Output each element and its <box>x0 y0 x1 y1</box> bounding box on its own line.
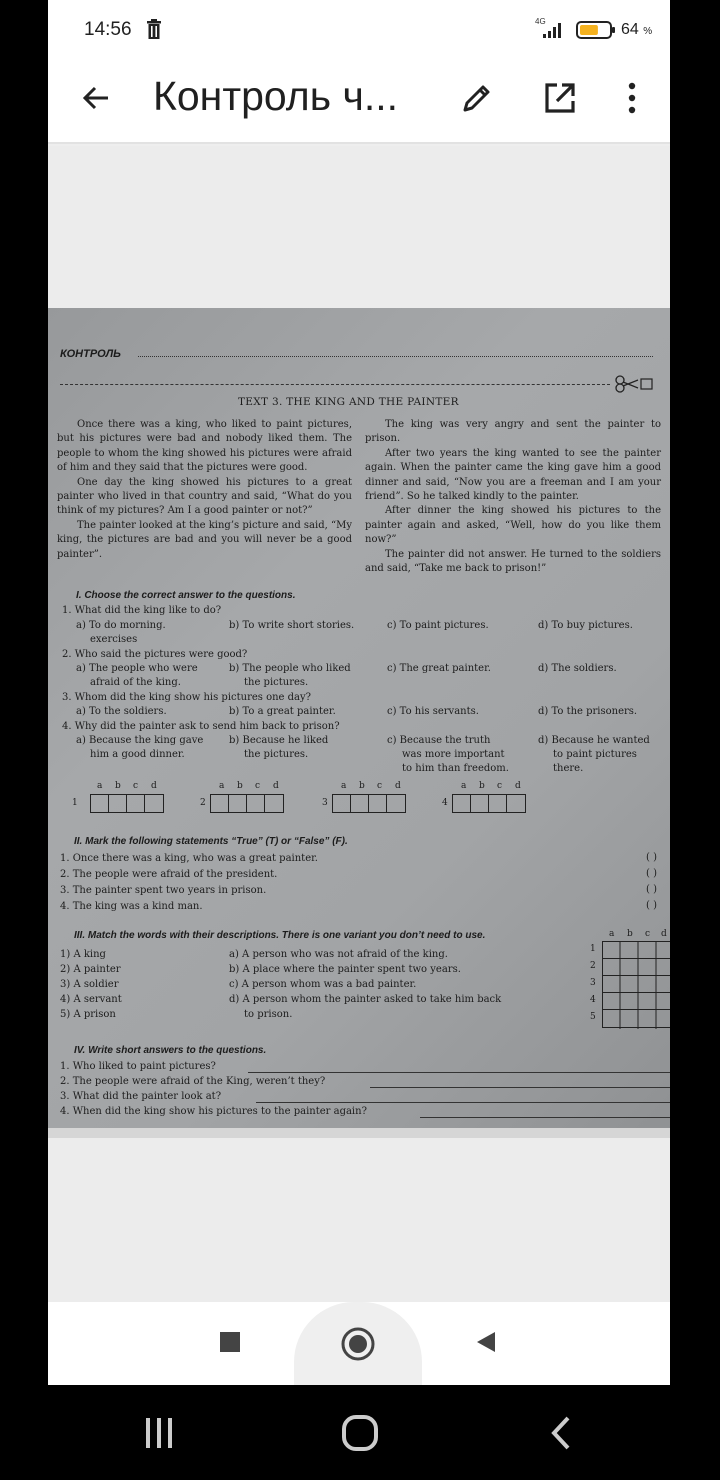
option: the pictures. <box>244 749 309 760</box>
tf-bracket: ( ) <box>646 868 657 879</box>
more-vert-icon <box>626 81 638 115</box>
recents-button[interactable] <box>139 1413 179 1453</box>
battery-icon <box>576 21 616 39</box>
section1-heading: I. Choose the correct answer to the questions. <box>76 590 296 601</box>
match-word: 5) A prison <box>60 1009 116 1020</box>
option: d) To buy pictures. <box>538 620 633 631</box>
paragraph: One day the king showed his pictures to a great painter who lived in that country and said, “What do you think of my pictures? Am I a good painter or not?” <box>57 476 352 517</box>
paragraph: The king was very angry and sent the painter to prison. <box>365 419 661 445</box>
stop-icon[interactable] <box>218 1330 242 1354</box>
question-3: 3. Whom did the king show his pictures one day? <box>62 692 312 703</box>
option: exercises <box>90 634 138 645</box>
option: b) The people who liked <box>229 663 351 674</box>
option: c) To his servants. <box>387 706 479 717</box>
page-edge <box>48 1128 670 1138</box>
text-title: TEXT 3. THE KING AND THE PAINTER <box>238 396 459 408</box>
option: b) Because he liked <box>229 735 329 746</box>
record-icon[interactable] <box>340 1326 376 1362</box>
paragraph: The painter did not answer. He turned to the soldiers and said, “Take me back to prison!” <box>365 548 661 575</box>
option: c) To paint pictures. <box>387 620 489 631</box>
media-controls <box>48 1302 670 1385</box>
statement: 3. The painter spent two years in prison. <box>60 885 267 896</box>
match-description: d) A person whom the painter asked to take him back <box>229 994 502 1005</box>
left-column <box>57 418 352 562</box>
question-1: 1. What did the king like to do? <box>62 605 222 616</box>
header-dotted-line <box>138 356 653 357</box>
paragraph: The painter looked at the king’s picture and said, “My king, the pictures are bad and you will never be a good painter”. <box>57 519 352 560</box>
back-button[interactable] <box>72 74 120 122</box>
paragraph: Once there was a king, who liked to paint pictures, but his pictures were bad and nobody liked them. The people to whom the king showed his pictures were afraid of him and they said that the pictures were good. <box>57 419 352 474</box>
play-reverse-icon[interactable] <box>474 1330 498 1354</box>
home-icon <box>340 1413 380 1453</box>
option: d) Because he wanted <box>538 735 650 746</box>
page-title: Контроль ч... <box>153 73 399 119</box>
option: b) To a great painter. <box>229 706 336 717</box>
section3-heading: III. Match the words with their descriptions. There is one variant you don’t need to use. <box>74 930 486 941</box>
question-4: 4. Why did the painter ask to send him back to prison? <box>62 721 340 732</box>
option: him a good dinner. <box>90 749 185 760</box>
option: the pictures. <box>244 677 309 688</box>
short-question: 2. The people were afraid of the King, weren’t they? <box>60 1076 326 1087</box>
app-bar <box>48 60 670 144</box>
signal-icon <box>535 22 567 38</box>
tf-bracket: ( ) <box>646 884 657 895</box>
tf-bracket: ( ) <box>646 852 657 863</box>
statement: 4. The king was a kind man. <box>60 901 203 912</box>
statement: 1. Once there was a king, who was a great painter. <box>60 853 318 864</box>
paragraph: After two years the king wanted to see the painter again. When the painter came the king gave him a good dinner and said, “Now you are a freeman and I am your friend”. So he talked kindly to the painter. <box>365 447 661 503</box>
section2-heading: II. Mark the following statements “True” (T) or “False” (F). <box>74 836 348 847</box>
option: a) The people who were <box>76 663 198 674</box>
option: to paint pictures <box>553 749 637 760</box>
option: b) To write short stories. <box>229 620 355 631</box>
question-2: 2. Who said the pictures were good? <box>62 649 248 660</box>
right-column <box>365 418 661 576</box>
short-question: 1. Who liked to paint pictures? <box>60 1061 216 1072</box>
back-arrow-icon <box>80 82 112 114</box>
status-time: 14:56 <box>84 19 132 40</box>
option: c) The great painter. <box>387 663 491 674</box>
match-word: 2) A painter <box>60 964 121 975</box>
option: a) To do morning. <box>76 620 166 631</box>
option: there. <box>553 763 584 774</box>
open-external-icon <box>542 80 578 116</box>
network-type: 4G <box>535 17 546 26</box>
option: d) The soldiers. <box>538 663 617 674</box>
option: was more important <box>402 749 505 760</box>
match-word: 3) A soldier <box>60 979 119 990</box>
back-icon <box>544 1415 580 1451</box>
match-word: 4) A servant <box>60 994 122 1005</box>
option: c) Because the truth <box>387 735 491 746</box>
match-word: 1) A king <box>60 949 106 960</box>
app-screen <box>48 0 670 1385</box>
trash-icon <box>146 19 162 39</box>
battery-percent: 64 % <box>621 21 653 38</box>
option: a) Because the king gave <box>76 735 204 746</box>
short-question: 4. When did the king show his pictures to the painter again? <box>60 1106 367 1117</box>
header-label: КОНТРОЛЬ <box>60 348 121 360</box>
recents-icon <box>141 1415 177 1451</box>
open-external-button[interactable] <box>536 74 584 122</box>
tf-bracket: ( ) <box>646 900 657 911</box>
statement: 2. The people were afraid of the president. <box>60 869 278 880</box>
pencil-icon <box>460 81 494 115</box>
paragraph: After dinner the king showed his pictures to the painter again and asked, “Well, how do you like them now?” <box>365 505 661 546</box>
edit-button[interactable] <box>453 74 501 122</box>
option: afraid of the king. <box>90 677 181 688</box>
document-viewer[interactable] <box>48 146 670 1302</box>
match-description: to prison. <box>244 1009 293 1020</box>
short-question: 3. What did the painter look at? <box>60 1091 222 1102</box>
option: to him than freedom. <box>402 763 509 774</box>
section4-heading: IV. Write short answers to the questions. <box>74 1045 267 1056</box>
more-options-button[interactable] <box>608 74 656 122</box>
match-description: a) A person who was not afraid of the king. <box>229 949 448 960</box>
home-button[interactable] <box>340 1413 380 1453</box>
back-nav-button[interactable] <box>542 1413 582 1453</box>
option: d) To the prisoners. <box>538 706 638 717</box>
match-description: c) A person whom was a bad painter. <box>229 979 417 990</box>
scissors-icon <box>614 374 654 394</box>
system-nav-bar <box>0 1385 720 1480</box>
option: a) To the soldiers. <box>76 706 167 717</box>
cut-line <box>60 384 610 385</box>
match-description: b) A place where the painter spent two years. <box>229 964 461 975</box>
document-photo: КОНТРОЛЬ TEXT 3. THE KING AND THE PAINTER Once there was a king, who liked to paint pictures, but his pictures were bad and nobody liked them. The people to whom the king showed his pictures were afraid of him and they said that the pictures were good. One day the king showed his pictures to a great painter who lived in that country and said, “What do you think of my pictures? Am I a good painter or not?” The painter looked at the king’s picture and said, “My king, the pictures are bad and you will never be a good painter”. The king was very angry and sent the painter to prison. After two years the king wanted to see the painter again. When the painter came the king gave him a good dinner and said, “Now you are a freeman and I am your friend”. So he talked kindly to the painter. After dinner the king showed his pictures to the painter again and asked, “Well, how do you like them now?” The painter did not answer. He turned to the soldiers and said, “Take me back to prison!” I. Choose the correct answer to the questions. 1. What did the king like to do? a) To do morning. exercises b) To write short stories. c) To paint pictures. d) To buy pictures. 2. Who said the pictures were good? a) The people who were afraid of the king. b) The people who liked the pictures. c) The great painter. d) The soldiers. 3. Whom did the king show his pictures one day? a) To the soldiers. b) To a great painter. c) To his servants. d) To the prisoners. 4. Why did the painter ask to send him back to prison? a) Because the king gave him a good dinner. b) Because he liked the pictures. c) Because the truth was more important to him than freedom. d) Because he wanted to paint pictures there. a b c d 1 a b c d 2 a b c d 3 a b c d 4 II. Mark the following statements “True” (T) or “False” (F). 1. Once there was a king, who was a great painter. 2. The people were afraid of the president. 3. The painter spent two years in prison. 4. The king was a kind man. ( ) ( ) ( ) ( ) III. Match the words with their descriptions. There is one variant you don’t need to use. 1) A king 2) A painter 3) A soldier 4) A servant 5) A prison a) A person who was not afraid of the king. b) A place where the painter spent two years. c) A person whom was a bad painter. d) A person whom the painter asked to take him back to prison. a b c d 1 2 3 4 5 IV. Write short answers to the questions. 1. Who liked to paint pictures? 2. The people were afraid of the King, weren’t they? 3. What did the painter look at? 4. When did the king show his pictures to the painter again? <box>48 308 670 1138</box>
status-bar <box>48 0 670 60</box>
